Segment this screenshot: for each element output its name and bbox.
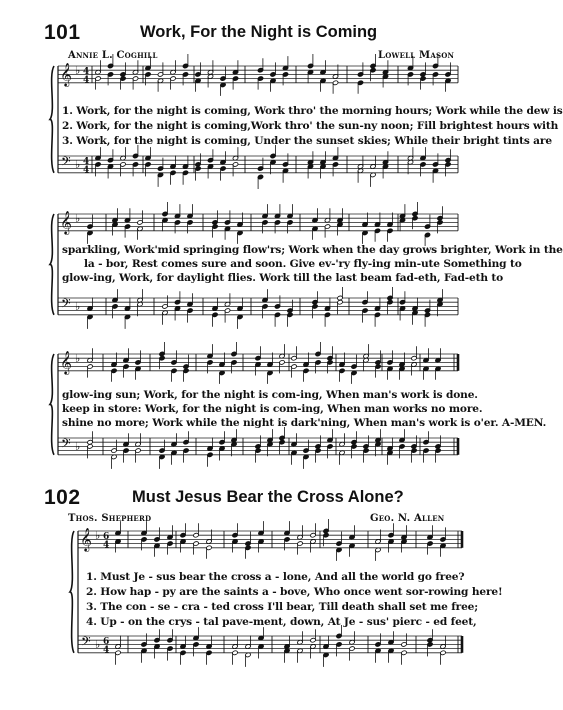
time-signature: 6: [103, 532, 110, 542]
time-signature: 4: [83, 157, 90, 167]
treble-clef-icon: 𝄞: [80, 527, 92, 551]
flat-icon: ♭: [95, 638, 101, 651]
words-credit: Thos. Shepherd: [68, 513, 152, 524]
music-credit: Geo. N. Allen: [370, 513, 445, 524]
bass-clef-icon: 𝄢: [61, 436, 71, 454]
time-signature: 4: [103, 540, 110, 551]
lyric-line: shine no more; Work while the night is dark'ning, When man's work is o'er. A-MEN.: [62, 417, 547, 429]
time-signature: 4: [83, 165, 90, 176]
brace: [70, 531, 74, 653]
time-signature: 6: [103, 637, 110, 647]
flat-icon: ♭: [75, 212, 81, 225]
lyric-line: glow-ing, Work, for daylight flies. Work till the last beam fad-eth, Fad-eth to: [62, 272, 504, 284]
bass-clef-icon: 𝄢: [61, 154, 71, 172]
hymn-title: Must Jesus Bear the Cross Alone?: [132, 488, 404, 506]
brace: [50, 354, 54, 455]
time-signature: 4: [83, 67, 90, 77]
lyric-line: 3. The con - se - cra - ted cross I'll bear, Till death shall set me free;: [86, 601, 479, 613]
hymn-number: 102: [44, 486, 81, 509]
lyric-line: 2. How hap - py are the saints a - bove, Who once went sor-rowing here!: [86, 586, 503, 598]
flat-icon: ♭: [75, 64, 81, 77]
flat-icon: ♭: [95, 529, 101, 542]
lyric-line: 3. Work, for the night is coming, Under the sunset skies; While their bright tints are: [62, 135, 552, 147]
treble-clef-icon: 𝄞: [60, 210, 72, 234]
lyric-line: 1. Must Je - sus bear the cross a - lone, And all the world go free?: [86, 571, 465, 583]
hymn-number: 101: [44, 21, 81, 44]
music-credit: Lowell Mason: [378, 50, 455, 61]
bass-clef-icon: 𝄢: [61, 296, 71, 314]
words-credit: Annie L. Coghill: [68, 50, 158, 61]
lyric-line: 2. Work, for the night is coming,Work thro' the sun-ny noon; Fill brightest hours with: [62, 120, 559, 132]
lyric-line: la - bor, Rest comes sure and soon. Give ev-'ry fly-ing min-ute Something to: [84, 258, 522, 270]
bass-clef-icon: 𝄢: [81, 634, 91, 652]
lyric-line: keep in store: Work, for the night is com-ing, When man works no more.: [62, 403, 483, 415]
flat-icon: ♭: [75, 440, 81, 453]
time-signature: 4: [103, 645, 110, 656]
brace: [50, 214, 54, 315]
treble-clef-icon: 𝄞: [60, 62, 72, 86]
hymn-title: Work, For the Night is Coming: [140, 23, 378, 41]
lyric-line: glow-ing sun; Work, for the night is com-ing, When man's work is done.: [62, 389, 478, 401]
flat-icon: ♭: [75, 158, 81, 171]
flat-icon: ♭: [75, 352, 81, 365]
brace: [50, 66, 54, 173]
flat-icon: ♭: [75, 300, 81, 313]
lyric-line: sparkling, Work'mid springing flow'rs; Work when the day grows brighter, Work in the: [62, 244, 563, 256]
treble-clef-icon: 𝄞: [60, 350, 72, 374]
lyric-line: 4. Up - on the crys - tal pave-ment, down, At Je - sus' pierc - ed feet,: [86, 616, 477, 628]
lyric-line: 1. Work, for the night is coming, Work thro' the morning hours; Work while the dew is: [62, 105, 563, 117]
time-signature: 4: [83, 75, 90, 86]
